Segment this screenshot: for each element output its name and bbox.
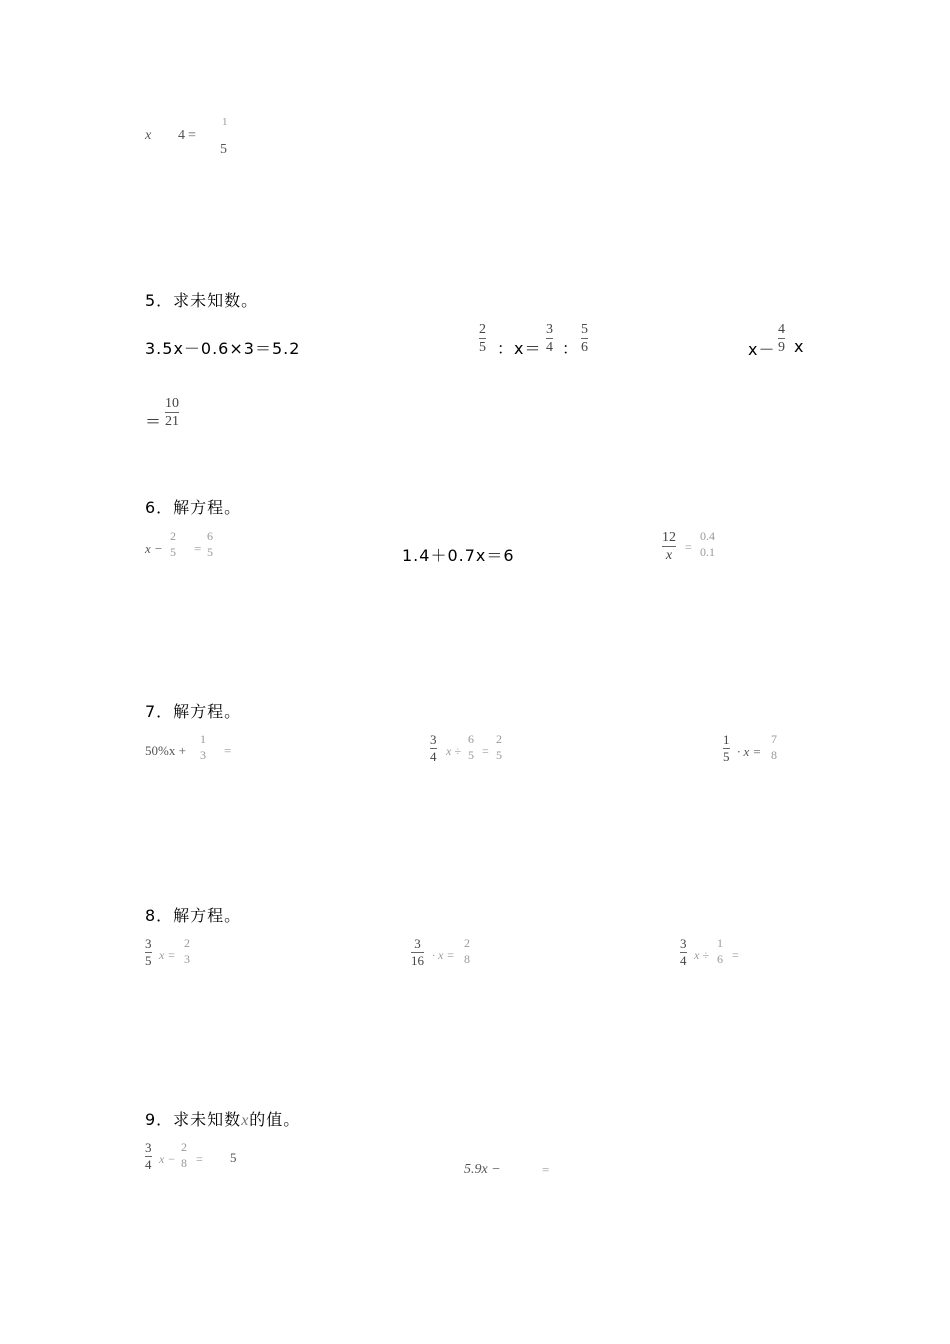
q5-eq1: 3.5x－0.6×3＝5.2 [145,339,301,358]
q8-eq2-op: · x = [432,948,455,962]
q7-eq2-op: x ÷ [446,744,461,758]
q7-eq2-frac3: 2 5 [496,732,502,762]
q8-eq1-frac2: 2 3 [184,936,190,966]
q8-eq3-frac1: 3 4 [680,936,687,968]
q9-eq1-op: x − [159,1152,176,1166]
q9-eq2-pre: 5.9x − [464,1162,501,1177]
top-num: 4 [178,128,185,143]
q5-eq3-frac: 4 9 [778,322,785,355]
q5-eq3-pre: x－ [748,340,776,359]
q7-eq1-eq: = [224,743,232,758]
q9-title [145,1107,300,1130]
q7-eq2-frac1: 3 4 [430,732,437,764]
q5-eq2-mid: ：x＝ [497,339,542,358]
q9-eq1-rhs: 5 [230,1150,237,1165]
q5-eq2-frac3: 5 6 [581,322,588,355]
q6-eq1-frac1: 2 5 [170,529,176,559]
q5-eq3-post: x [794,337,805,356]
q8-eq3-eq: = [732,948,739,962]
top-eq: = [188,128,196,143]
q9-eq1-frac2: 2 8 [181,1140,187,1170]
q6-eq3-frac2: 0.4 0.1 [700,529,715,559]
q7-eq3-frac1: 1 5 [723,732,730,764]
q6-eq3-eq: = [685,540,692,554]
q5-eq2-frac2: 3 4 [546,322,553,355]
q5-eq3-result-frac: 10 21 [165,396,179,429]
q6-eq1-pre: x − [145,541,163,556]
q9-title-post: 的值。 [249,1110,301,1129]
q7-eq1-pre: 50%x + [145,743,186,758]
q8-eq3-op: x ÷ [694,948,709,962]
q8-title: 8．解方程。 [145,906,242,925]
q5-eq2-colon: ： [562,339,580,358]
q5-title: 5．求未知数。 [145,291,259,310]
q8-eq2-frac1: 3 16 [411,936,424,968]
q7-eq2-eq: = [482,744,489,758]
q9-title-pre: 9．求未知数 [145,1110,242,1129]
q9-title-var: x [241,1112,250,1129]
q6-eq3-frac1: 12 x [662,530,676,563]
q7-eq3-op: · x = [737,744,762,759]
q9-eq1-frac1: 3 4 [145,1140,152,1172]
q6-eq1-frac2: 6 5 [207,529,213,559]
q7-eq1-frac: 1 3 [200,732,206,762]
q5-eq2-frac1: 2 5 [479,322,486,355]
q7-eq3-frac2: 7 8 [771,732,777,762]
top-frac-num: 1 [222,116,228,128]
q8-eq1-op: x = [159,948,176,962]
top-frac-den: 5 [220,142,227,157]
q9-eq2-eq: = [542,1162,550,1177]
q9-eq1-eq: = [196,1152,203,1166]
q6-eq1-eq: = [194,541,202,556]
q5-eq3-eq: ＝ [145,412,163,431]
top-var: x [145,128,152,143]
q7-eq2-frac2: 6 5 [468,732,474,762]
q6-title: 6．解方程。 [145,498,242,517]
q8-eq3-frac2: 1 6 [717,936,723,966]
q8-eq2-frac2: 2 8 [464,936,470,966]
q8-eq1-frac1: 3 5 [145,936,152,968]
q7-title: 7．解方程。 [145,702,242,721]
q6-eq2: 1.4＋0.7x＝6 [402,546,515,565]
